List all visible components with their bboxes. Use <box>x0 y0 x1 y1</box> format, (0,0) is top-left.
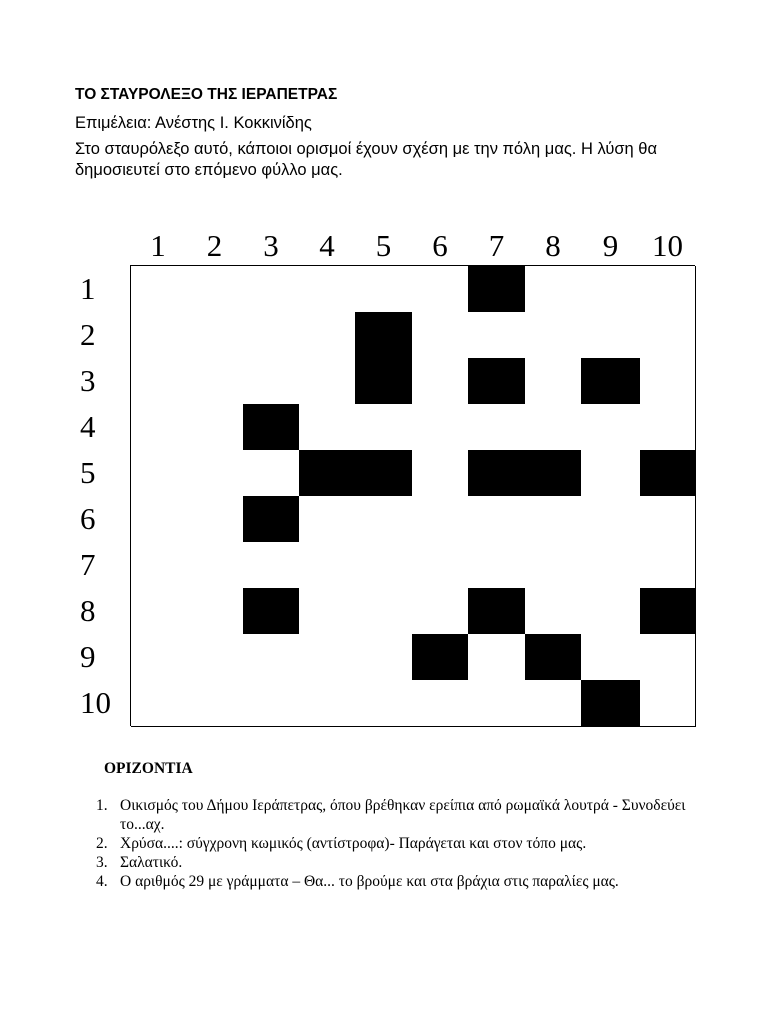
grid-cell[interactable] <box>186 312 244 359</box>
grid-cell[interactable] <box>131 266 187 313</box>
clue-item <box>96 853 706 872</box>
grid-cell[interactable] <box>355 266 413 313</box>
grid-cell[interactable] <box>243 450 300 497</box>
clue-item <box>96 834 706 853</box>
black-cell <box>581 680 641 727</box>
grid-cell[interactable] <box>131 634 187 681</box>
clue-text: Χρύσα....: σύγχρονη κωμικός (αντίστροφα)- Παράγεται και στον τόπο μας. <box>120 835 587 852</box>
black-cell <box>468 588 526 635</box>
grid-cell[interactable] <box>581 266 641 313</box>
grid-cell[interactable] <box>468 312 526 359</box>
grid-cell[interactable] <box>186 266 244 313</box>
grid-cell[interactable] <box>412 542 469 589</box>
black-cell <box>355 358 413 405</box>
grid-cell[interactable] <box>243 312 300 359</box>
column-number: 9 <box>602 228 619 263</box>
grid-cell[interactable] <box>525 404 582 451</box>
row-number: 1 <box>80 270 96 306</box>
black-cell <box>355 312 413 359</box>
black-cell <box>243 404 300 451</box>
black-cell <box>243 588 300 635</box>
black-cell <box>243 496 300 543</box>
grid-cell[interactable] <box>299 312 356 359</box>
grid-cell[interactable] <box>525 588 582 635</box>
grid-cell[interactable] <box>299 496 356 543</box>
grid-cell[interactable] <box>186 680 244 727</box>
clues-list <box>96 796 706 891</box>
clue-text: Σαλατικό. <box>120 854 183 871</box>
clue-number: 1. <box>96 797 108 814</box>
black-cell <box>525 450 582 497</box>
row-number: 4 <box>80 409 96 444</box>
grid-cell[interactable] <box>186 358 244 405</box>
grid-cell[interactable] <box>186 496 244 543</box>
grid-cell[interactable] <box>525 542 582 589</box>
page-title: ΤΟ ΣΤΑΥΡΟΛΕΞΟ ΤΗΣ ΙΕΡΑΠΕΤΡΑΣ <box>75 86 338 103</box>
grid-cell[interactable] <box>186 542 244 589</box>
grid-cell[interactable] <box>299 680 356 727</box>
grid-cell[interactable] <box>581 588 641 635</box>
grid-cell[interactable] <box>468 496 526 543</box>
grid-cell[interactable] <box>640 266 696 313</box>
grid-cell[interactable] <box>412 588 469 635</box>
grid-cell[interactable] <box>131 542 187 589</box>
editor-credit: Επιμέλεια: Ανέστης Ι. Κοκκινίδης <box>75 114 312 132</box>
grid-cell[interactable] <box>640 358 696 405</box>
row-number: 7 <box>80 547 96 582</box>
column-number: 4 <box>319 228 335 263</box>
black-cell <box>468 266 526 313</box>
grid-cell[interactable] <box>243 266 300 313</box>
grid-cell[interactable] <box>525 312 582 359</box>
grid-cell[interactable] <box>243 680 300 727</box>
grid-cell[interactable] <box>186 450 244 497</box>
grid-cell[interactable] <box>640 312 696 359</box>
grid-cell[interactable] <box>412 496 469 543</box>
grid-cell[interactable] <box>131 358 187 405</box>
row-number: 8 <box>80 593 96 628</box>
row-number: 2 <box>80 317 96 352</box>
grid-cell[interactable] <box>131 450 187 497</box>
crossword-grid <box>130 265 695 726</box>
grid-cell[interactable] <box>299 266 356 313</box>
grid-cell[interactable] <box>412 358 469 405</box>
grid-cell[interactable] <box>243 358 300 405</box>
row-number: 5 <box>80 455 96 490</box>
grid-cell[interactable] <box>131 312 187 359</box>
clues-heading: ΟΡΙΖΟΝΤΙΑ <box>104 760 193 777</box>
grid-cell[interactable] <box>468 404 526 451</box>
black-cell <box>412 634 469 681</box>
row-number: 6 <box>80 501 96 536</box>
column-number: 3 <box>263 228 279 263</box>
grid-cell[interactable] <box>186 634 244 681</box>
clue-number: 2. <box>96 835 108 852</box>
grid-cell[interactable] <box>640 634 696 681</box>
grid-cell[interactable] <box>355 588 413 635</box>
grid-cell[interactable] <box>412 450 469 497</box>
grid-cell[interactable] <box>131 680 187 727</box>
grid-cell[interactable] <box>355 542 413 589</box>
black-cell <box>468 358 526 405</box>
grid-cell[interactable] <box>640 542 696 589</box>
grid-cell[interactable] <box>581 634 641 681</box>
clue-number: 4. <box>96 873 108 890</box>
column-number: 10 <box>652 228 683 263</box>
row-number: 3 <box>80 363 96 398</box>
grid-cell[interactable] <box>581 450 641 497</box>
column-number: 6 <box>432 228 448 263</box>
black-cell <box>299 450 356 497</box>
black-cell <box>355 450 413 497</box>
column-numbers <box>130 226 695 266</box>
grid-cell[interactable] <box>355 404 413 451</box>
grid-cell[interactable] <box>640 680 696 727</box>
grid-cell[interactable] <box>186 588 244 635</box>
column-number: 5 <box>375 228 392 263</box>
clue-text: Ο αριθμός 29 με γράμματα – Θα... το βρούμε και στα βράχια στις παραλίες μας. <box>120 873 619 890</box>
grid-cell[interactable] <box>412 266 469 313</box>
clue-item <box>96 796 706 834</box>
clue-item <box>96 872 706 891</box>
black-cell <box>640 450 696 497</box>
grid-cell[interactable] <box>581 404 641 451</box>
grid-cell[interactable] <box>412 312 469 359</box>
grid-cell[interactable] <box>640 496 696 543</box>
grid-cell[interactable] <box>525 358 582 405</box>
grid-cell[interactable] <box>640 404 696 451</box>
clue-text: Οικισμός του Δήμου Ιεράπετρας, όπου βρέθηκαν ερείπια από ρωμαϊκά λουτρά - Συνοδεύει το...αχ. <box>120 797 686 833</box>
row-number: 10 <box>80 685 111 720</box>
black-cell <box>525 634 582 681</box>
grid-cell[interactable] <box>581 312 641 359</box>
black-cell <box>640 588 696 635</box>
grid-cell[interactable] <box>299 634 356 681</box>
grid-cell[interactable] <box>355 634 413 681</box>
grid-cell[interactable] <box>525 266 582 313</box>
grid-cell[interactable] <box>468 542 526 589</box>
grid-cell[interactable] <box>243 542 300 589</box>
grid-cell[interactable] <box>581 542 641 589</box>
grid-cell[interactable] <box>581 496 641 543</box>
grid-cell[interactable] <box>355 680 413 727</box>
column-number: 7 <box>488 228 505 263</box>
column-number: 8 <box>545 228 561 263</box>
grid-cell[interactable] <box>355 496 413 543</box>
grid-cell[interactable] <box>131 496 187 543</box>
grid-cell[interactable] <box>131 404 187 451</box>
grid-cell[interactable] <box>131 588 187 635</box>
grid-cell[interactable] <box>299 404 356 451</box>
grid-cell[interactable] <box>186 404 244 451</box>
grid-cell[interactable] <box>299 588 356 635</box>
intro-text: Στο σταυρόλεξο αυτό, κάποιοι ορισμοί έχουν σχέση με την πόλη μας. Η λύση θα δημοσιευτεί στο επόμενο φύλλο μας. <box>75 140 658 179</box>
column-number: 1 <box>150 228 166 263</box>
grid-cell[interactable] <box>299 358 356 405</box>
clue-number: 3. <box>96 854 108 871</box>
grid-cell[interactable] <box>243 634 300 681</box>
row-number: 9 <box>80 639 96 674</box>
grid-cell[interactable] <box>525 680 582 727</box>
grid-cell[interactable] <box>468 634 526 681</box>
column-number: 2 <box>206 228 223 263</box>
grid-cell[interactable] <box>412 404 469 451</box>
grid-cell[interactable] <box>525 496 582 543</box>
grid-cell[interactable] <box>299 542 356 589</box>
grid-cell[interactable] <box>412 680 469 727</box>
grid-cell[interactable] <box>468 680 526 727</box>
black-cell <box>581 358 641 405</box>
black-cell <box>468 450 526 497</box>
